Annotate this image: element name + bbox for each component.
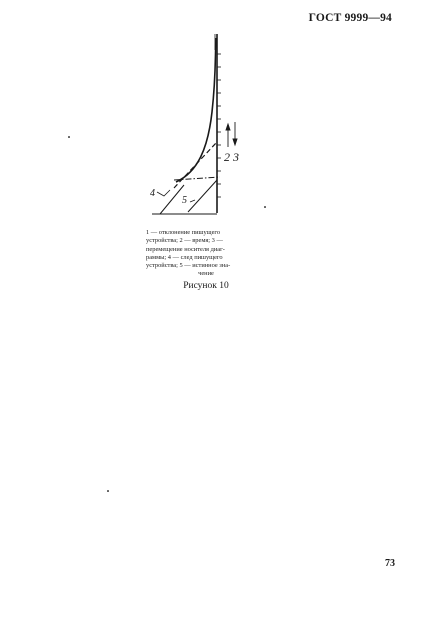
figure-title: Рисунок 10 [183, 281, 229, 291]
caption-line: 1 — отклонение пишущего [146, 229, 221, 236]
caption-line: перемещение носителя диаг- [146, 245, 225, 253]
recorder-trace-curve [176, 38, 216, 182]
diagonal-line-lower [160, 185, 184, 214]
page-number: 73 [385, 558, 395, 569]
caption-line: раммы; 4 — след пишущего [146, 253, 223, 261]
caption-line: устройства; 5 — истинное зна- [146, 262, 231, 270]
scan-speck [107, 490, 109, 492]
figure-10-diagram [140, 30, 280, 230]
scan-speck [68, 136, 70, 138]
scan-speck [264, 206, 266, 208]
figure-caption [146, 229, 266, 279]
label-4: 4 [150, 188, 155, 199]
caption-line: устройства; 2 — время; 3 — [146, 237, 223, 245]
standard-header: ГОСТ 9999—94 [308, 12, 392, 24]
label-5: 5 [182, 195, 187, 206]
leader-5 [190, 200, 195, 202]
true-value-line [188, 180, 217, 212]
double-arrow-icon [226, 122, 237, 147]
label-2-3: 2 3 [224, 150, 239, 164]
leader-4 [157, 190, 170, 196]
caption-line: чение [198, 270, 214, 278]
